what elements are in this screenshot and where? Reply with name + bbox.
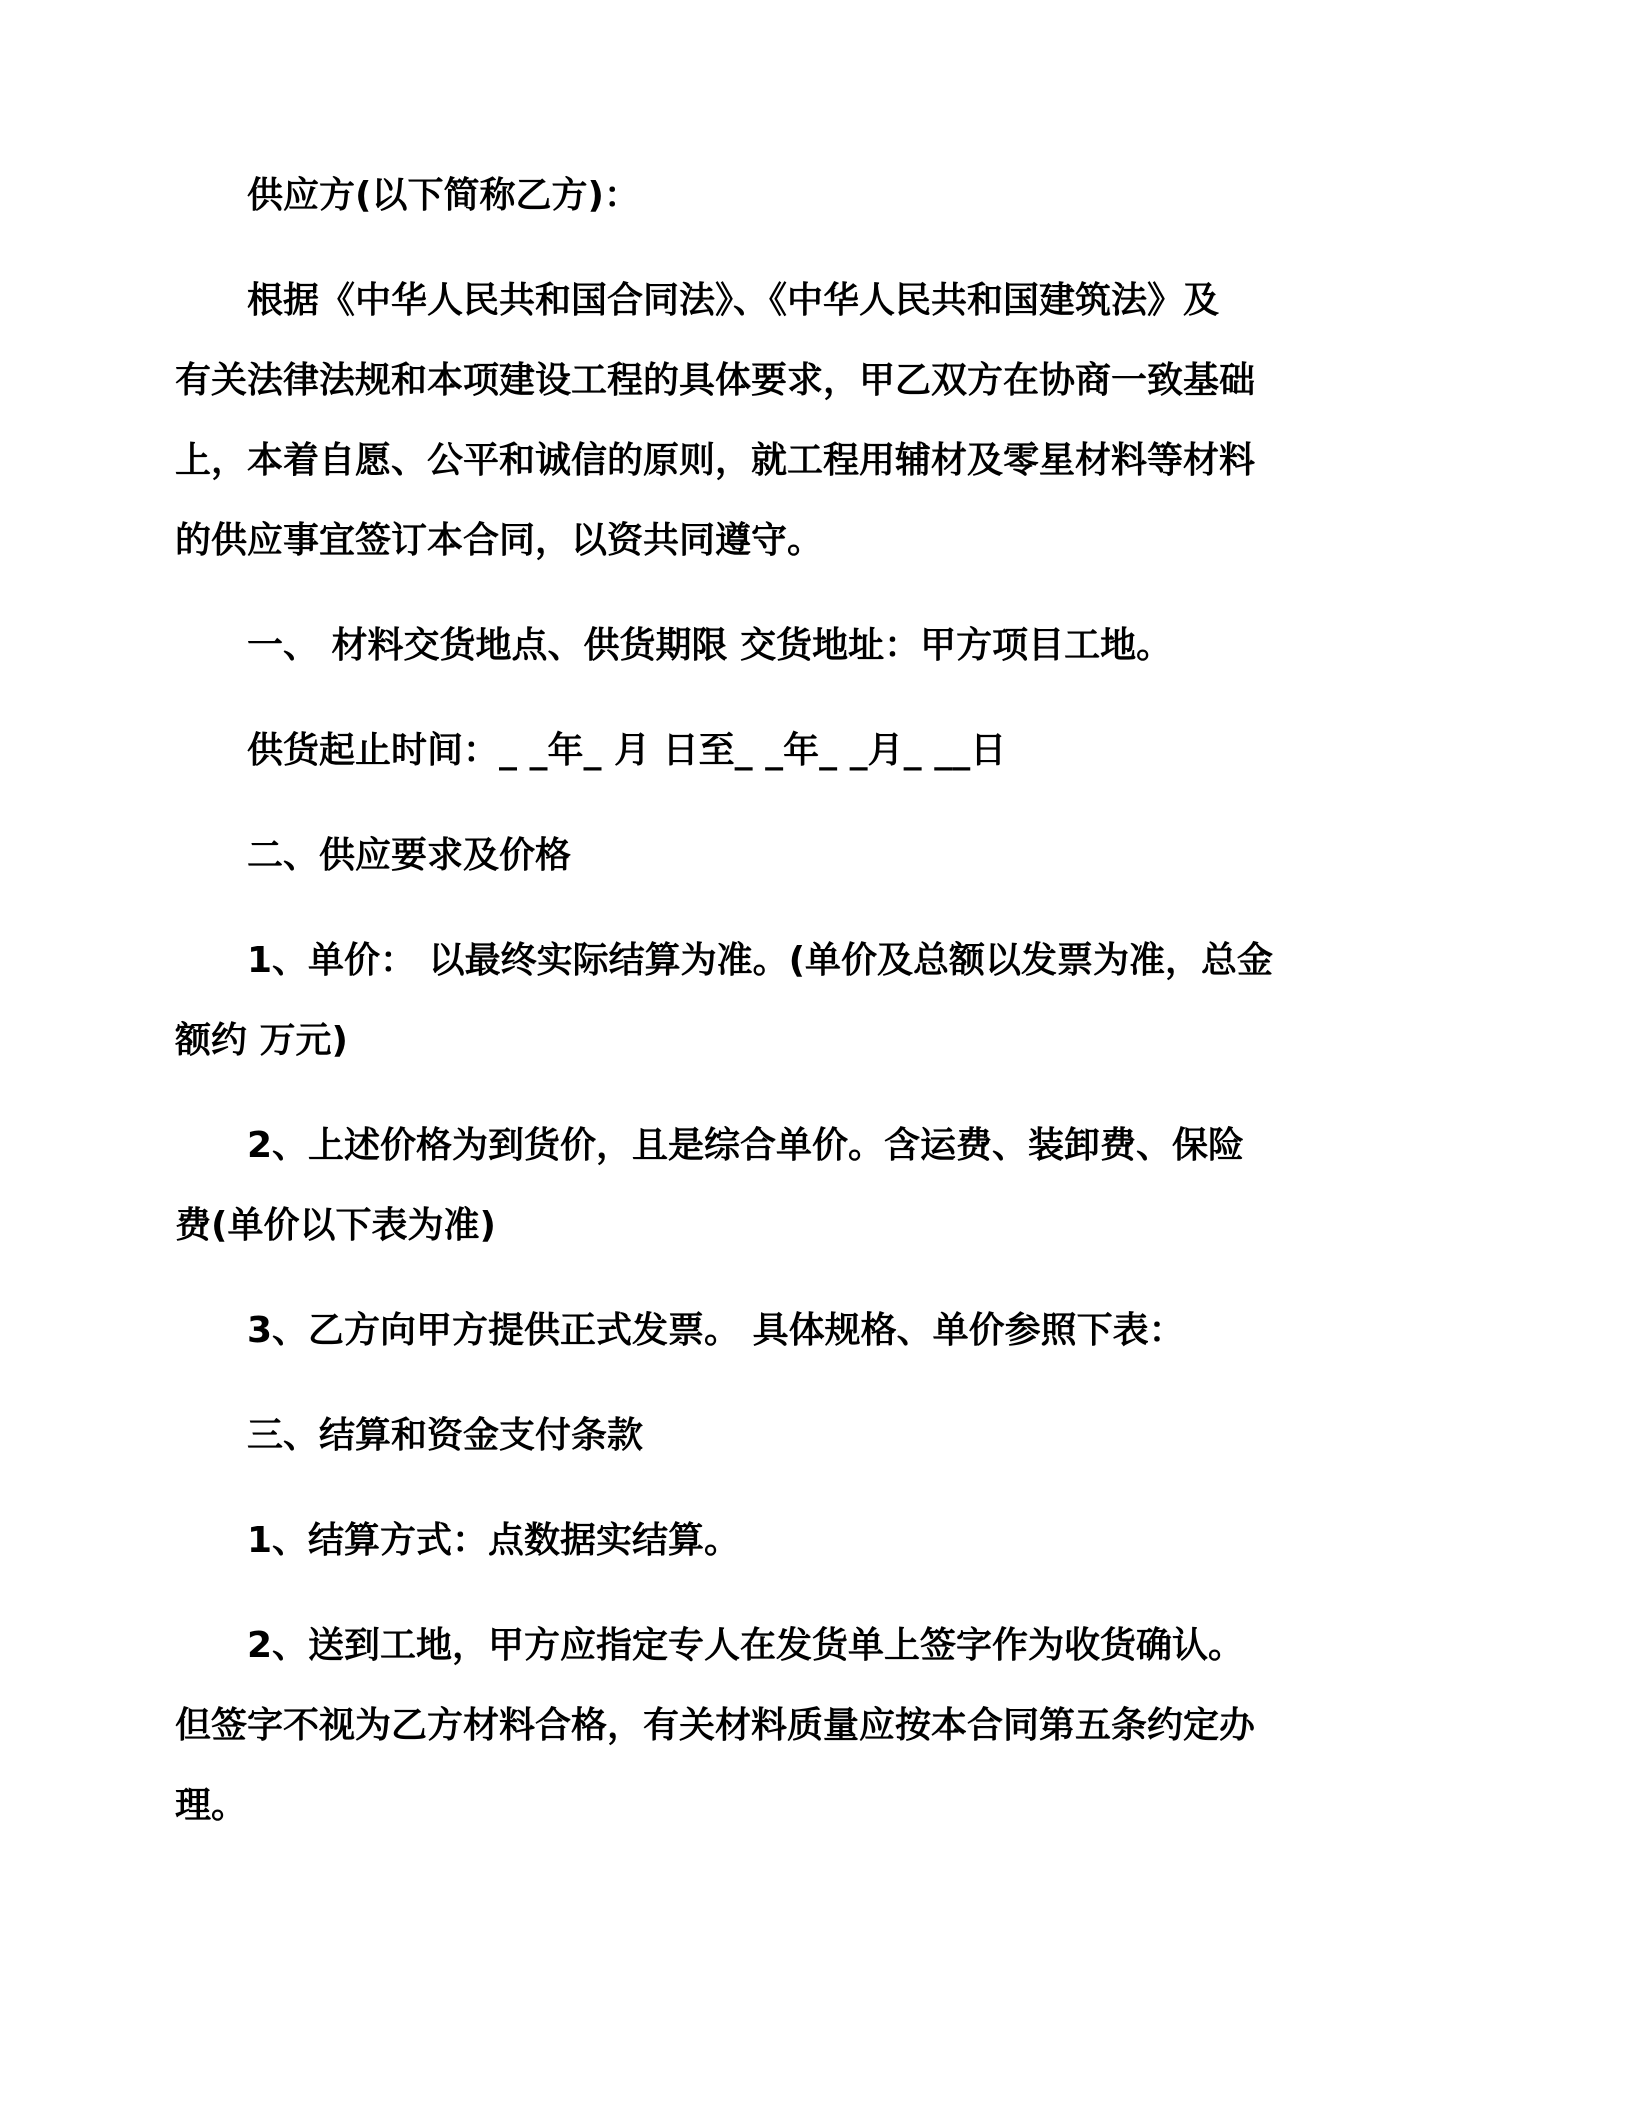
- text-line: 根据《中华人民共和国合同法》、《中华人民共和国建筑法》及: [247, 280, 1220, 321]
- supply-period-line: [175, 711, 1275, 791]
- text-line: 3、乙方向甲方提供正式发票。 具体规格、单价参照下表：: [247, 1310, 1185, 1351]
- text-line: 1、单价： 以最终实际结算为准。(单价及总额以发票为准，总金: [247, 940, 1274, 981]
- section-2-heading: [175, 816, 1275, 896]
- clause-invoice: [175, 1291, 1275, 1371]
- text-line: 额约 万元): [175, 1020, 348, 1061]
- text-line: 二、供应要求及价格: [247, 835, 572, 876]
- clause-delivered-price: [175, 1106, 1275, 1266]
- text-line: 理。: [175, 1785, 248, 1826]
- text-line: 2、上述价格为到货价，且是综合单价。含运费、装卸费、保险: [247, 1125, 1245, 1166]
- text-line: 上，本着自愿、公平和诚信的原则，就工程用辅材及零星材料等材料: [175, 440, 1256, 481]
- section-1-heading: [175, 606, 1275, 686]
- text-line: 费(单价以下表为准): [175, 1205, 496, 1246]
- text-line: 的供应事宜签订本合同，以资共同遵守。: [175, 520, 824, 561]
- clause-settlement-method: [175, 1501, 1275, 1581]
- party-b-line: [175, 156, 1275, 236]
- text-line: 2、送到工地，甲方应指定专人在发货单上签字作为收货确认。: [247, 1625, 1245, 1666]
- text-line: 供应方(以下简称乙方)：: [247, 175, 640, 216]
- text-line: 一、 材料交货地点、供货期限 交货地址：甲方项目工地。: [247, 625, 1173, 666]
- text-line: 1、结算方式：点数据实结算。: [247, 1520, 741, 1561]
- text-line: 但签字不视为乙方材料合格，有关材料质量应按本合同第五条约定办: [175, 1705, 1256, 1746]
- document-text-block: [175, 156, 1275, 1871]
- text-line: 有关法律法规和本项建设工程的具体要求，甲乙双方在协商一致基础: [175, 360, 1256, 401]
- section-3-heading: [175, 1396, 1275, 1476]
- preamble-paragraph: [175, 261, 1275, 581]
- clause-delivery-confirmation: [175, 1606, 1275, 1846]
- clause-unit-price: [175, 921, 1275, 1081]
- text-line: 三、结算和资金支付条款: [247, 1415, 644, 1456]
- text-line: 供货起止时间：_ _年_ 月 日至_ _年_ _月_ __日: [247, 730, 1007, 771]
